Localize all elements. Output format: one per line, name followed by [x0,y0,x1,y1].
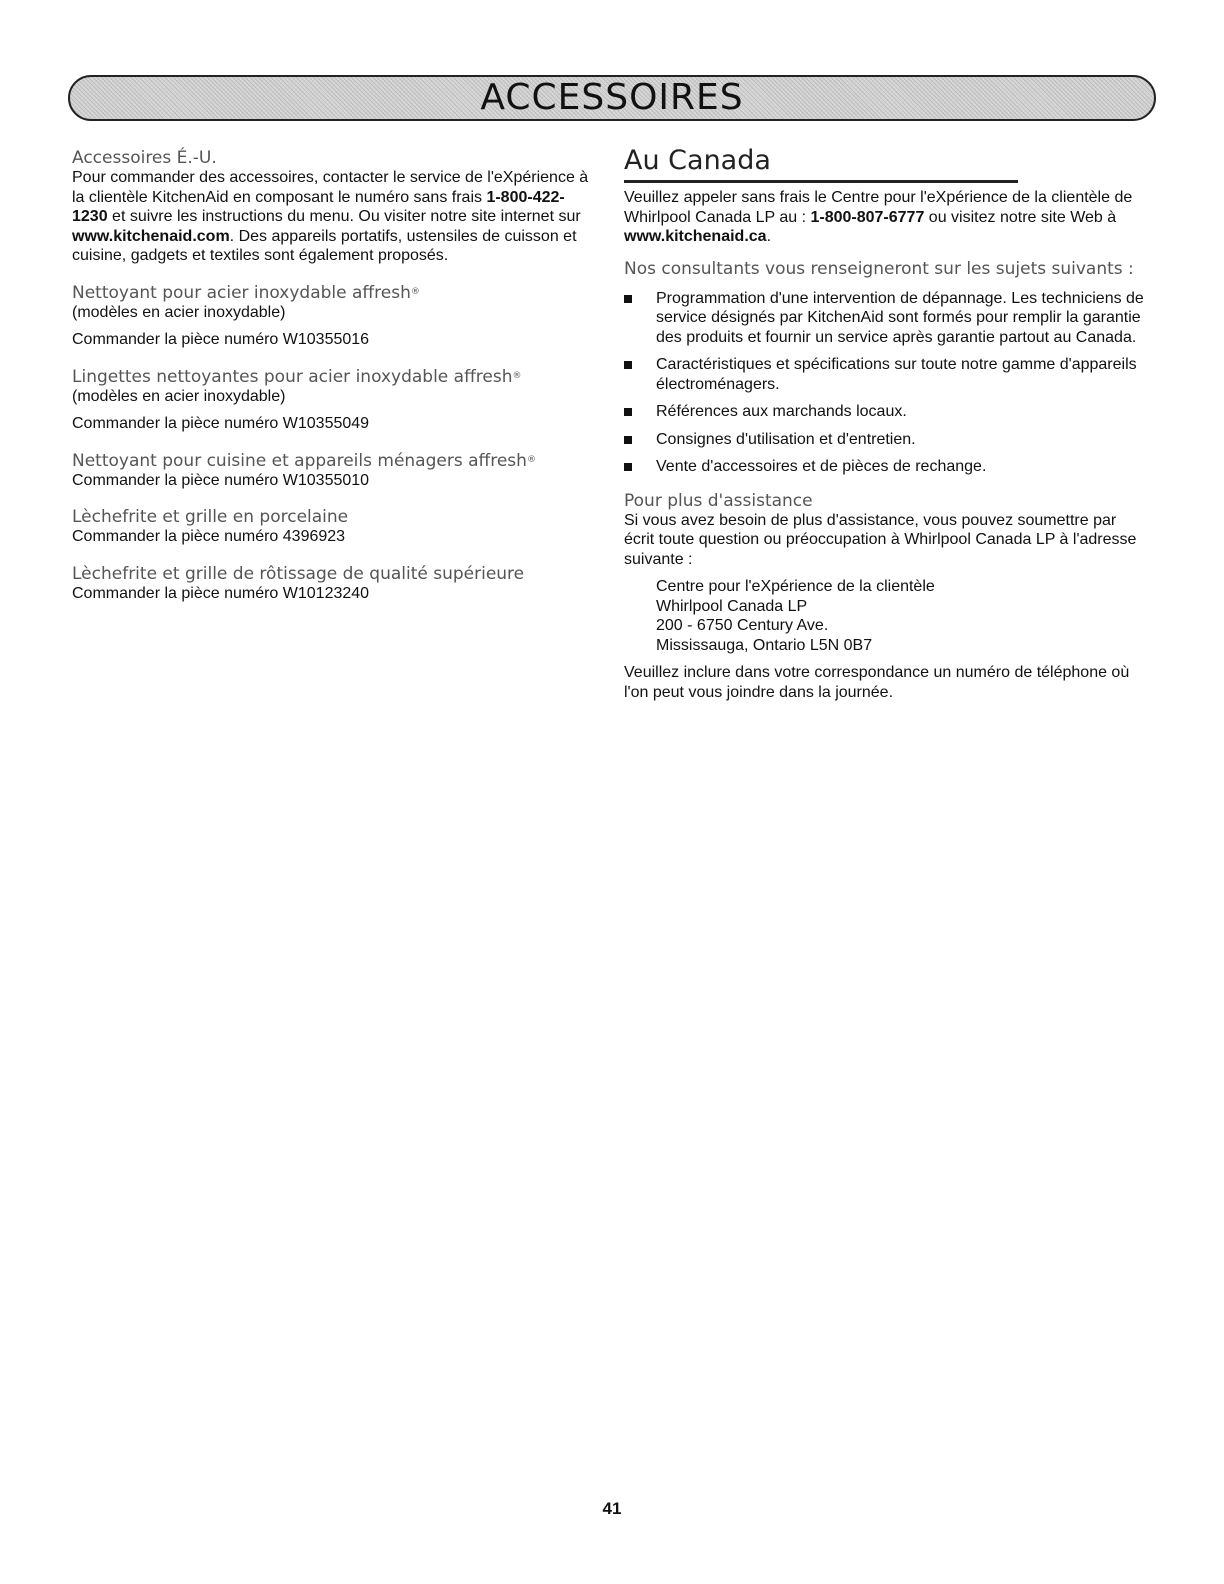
list-item: Consignes d'utilisation et d'entretien. [624,430,1146,450]
page-number: 41 [602,1499,622,1518]
list-item: Vente d'accessoires et de pièces de rechange. [624,457,1146,477]
product-order-number: Commander la pièce numéro W10355049 [72,415,370,432]
bullet-square-icon [624,295,632,303]
consultants-heading: Nos consultants vous renseigneront sur les sujets suivants : [624,258,1134,279]
bullet-square-icon [624,361,632,369]
mailing-address [624,577,1146,655]
assistance-text: Si vous avez besoin de plus d'assistance, vous pouvez soumettre par écrit toute question ou préoccupation à Whirlpool Canada LP à l'adresse suivante : [624,511,1137,568]
section-banner [68,75,1156,121]
product-item [72,283,592,350]
list-item: Caractéristiques et spécifications sur toute notre gamme d'appareils électroménagers. [624,355,1146,394]
product-item [72,367,592,434]
us-accessories-heading: Accessoires É.-U. [72,148,217,168]
topics-list [624,289,1146,477]
product-name: Lèchefrite et grille en porcelaine [72,507,349,527]
left-column [72,148,592,603]
product-name: Lingettes nettoyantes pour acier inoxydable affresh® [72,366,522,387]
us-accessories-intro: Pour commander des accessoires, contacter le service de l'eXpérience à la clientèle KitchenAid en composant le numéro sans frais 1-800-422-1230 et suivre les instructions du menu. Ou visiter notre site internet sur www.kitchenaid.com. Des appareils portatifs, ustensiles de cuisson et cuisine, gadgets et textiles sont également proposés. [72,169,589,264]
list-item: Programmation d'une intervention de dépannage. Les techniciens de service désignés par KitchenAid sont formés pour remplir la garantie des produits et fournir un service après garantie partout au Canada. [624,289,1146,348]
product-item [72,507,592,547]
canada-website-link[interactable]: www.kitchenaid.ca [624,228,767,245]
product-order-number: Commander la pièce numéro W10355010 [72,471,370,489]
bullet-square-icon [624,463,632,471]
product-name: Lèchefrite et grille de rôtissage de qualité supérieure [72,563,525,584]
product-note: (modèles en acier inoxydable) [72,303,286,321]
product-note: (modèles en acier inoxydable) [72,387,286,405]
page-title: ACCESSOIRES [480,77,744,118]
us-phone-number: 1-800-422-1230 [72,188,565,225]
product-order-number: Commander la pièce numéro 4396923 [72,528,346,545]
right-column [624,145,1146,702]
assistance-heading: Pour plus d'assistance [624,490,813,511]
canada-heading: Au Canada [624,145,771,176]
product-item [72,564,592,604]
product-name: Nettoyant pour acier inoxydable affresh® [72,282,420,303]
bullet-square-icon [624,436,632,444]
product-order-number: Commander la pièce numéro W10123240 [72,584,370,602]
closing-text: Veuillez inclure dans votre correspondance un numéro de téléphone où l'on peut vous joindre dans la journée. [624,664,1130,701]
product-item [72,451,592,491]
heading-rule [624,180,1018,183]
list-item: Références aux marchands locaux. [624,402,1146,422]
address-line: Mississauga, Ontario L5N 0B7 [656,636,873,654]
canada-phone-number: 1-800-807-6777 [810,208,925,226]
address-line: Whirlpool Canada LP [656,597,808,615]
product-order-number: Commander la pièce numéro W10355016 [72,331,370,348]
product-name: Nettoyant pour cuisine et appareils ménagers affresh® [72,450,536,471]
address-line: Centre pour l'eXpérience de la clientèle [656,578,935,595]
us-website-link[interactable]: www.kitchenaid.com [72,227,230,245]
bullet-square-icon [624,408,632,416]
canada-intro: Veuillez appeler sans frais le Centre pour l'eXpérience de la clientèle de Whirlpool Canada LP au : 1-800-807-6777 ou visitez notre site Web à www.kitchenaid.ca. [624,189,1133,245]
address-line: 200 - 6750 Century Ave. [656,617,829,634]
